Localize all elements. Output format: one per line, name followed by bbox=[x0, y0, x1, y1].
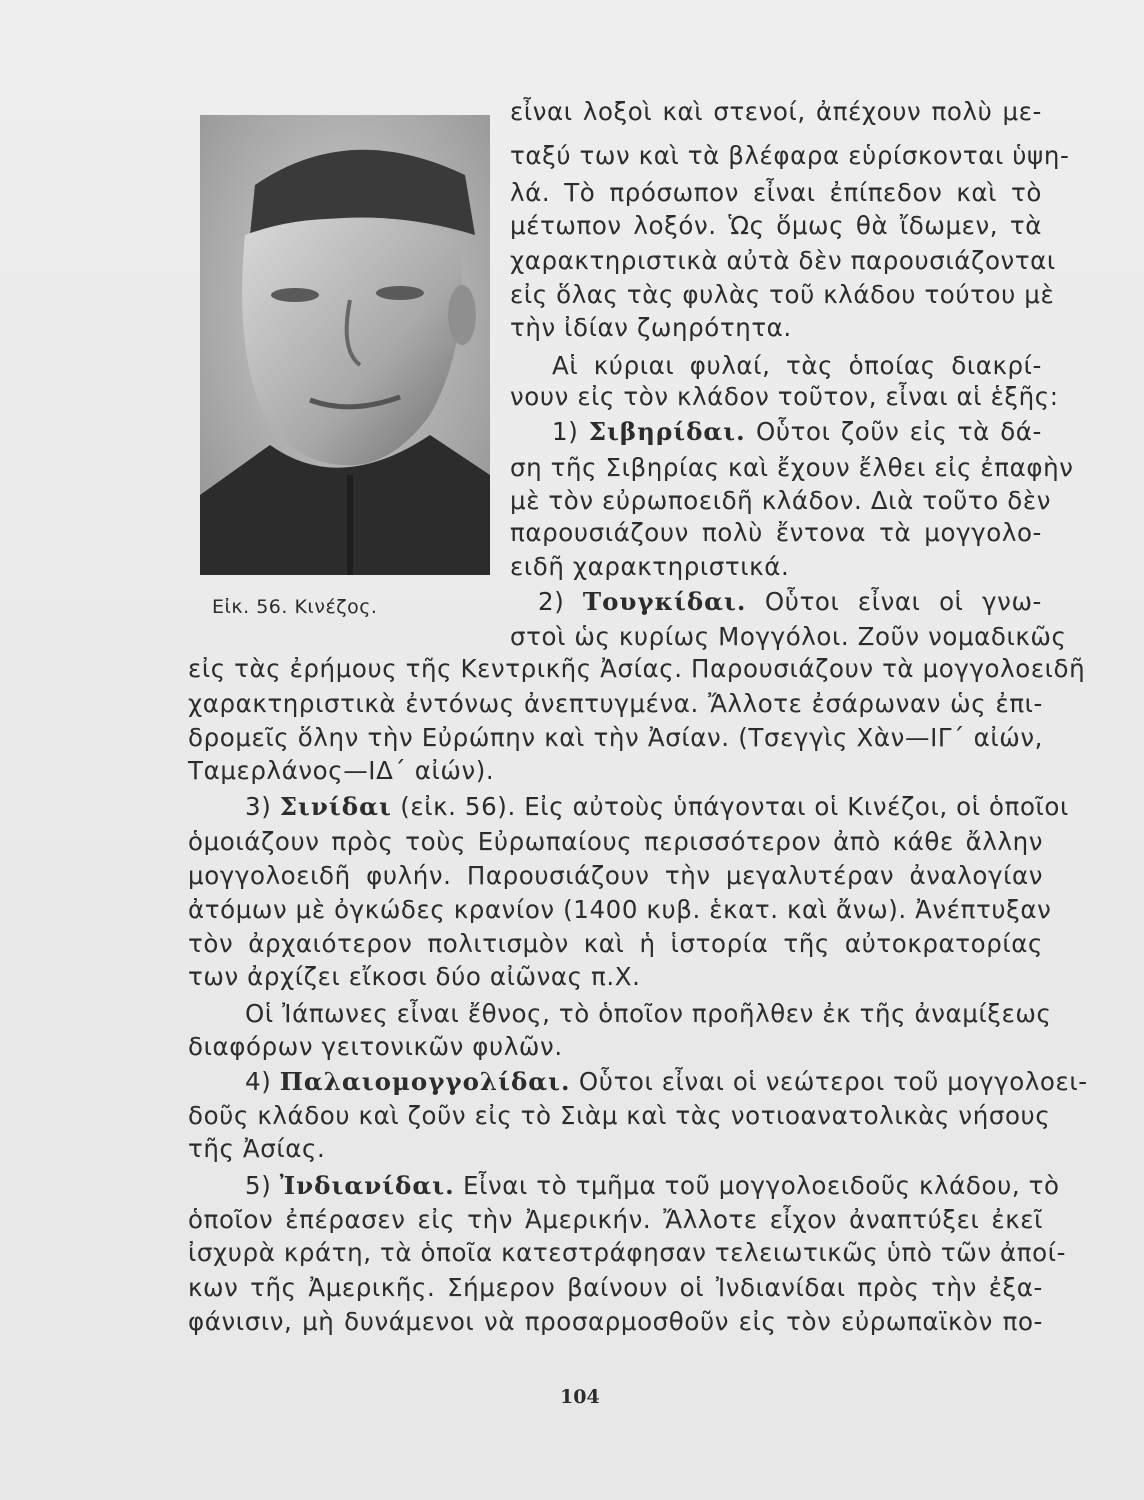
text-line: τῆς Ἀσίας. bbox=[188, 1134, 326, 1163]
list-item-title: Παλαιομογγολίδαι. bbox=[279, 1067, 571, 1096]
list-item-title: Σιβηρίδαι. bbox=[588, 417, 746, 446]
text-line: ἰσχυρὰ κράτη, τὰ ὁποῖα κατεστράφησαν τελειωτικῶς ὑπὸ τῶν ἀποί- bbox=[188, 1238, 1067, 1267]
text-line: των ἀρχίζει εἴκοσι δύο αἰῶνας π.Χ. bbox=[188, 962, 641, 991]
list-item-title: Τουγκίδαι. bbox=[582, 587, 747, 616]
text-line: νουν εἰς τὸν κλάδον τοῦτον, εἶναι αἱ ἑξῆς: bbox=[510, 382, 1059, 411]
figure-caption: Εἰκ. 56. Κινέζος. bbox=[212, 596, 378, 618]
text-line: λά. Τὸ πρόσωπον εἶναι ἐπίπεδον καὶ τὸ bbox=[510, 178, 1042, 207]
text-line: ὁμοιάζουν πρὸς τοὺς Εὐρωπαίους περισσότερον ἀπὸ κάθε ἄλλην bbox=[188, 827, 1043, 856]
text-line: στοὶ ὡς κυρίως Μογγόλοι. Ζοῦν νομαδικῶς bbox=[510, 622, 1067, 651]
text-line: ἀτόμων μὲ ὀγκώδες κρανίον (1400 κυβ. ἑκατ. καὶ ἄνω). Ἀνέπτυξαν bbox=[188, 895, 1052, 924]
text-line: ση τῆς Σιβηρίας καὶ ἔχουν ἔλθει εἰς ἐπαφὴν bbox=[510, 453, 1074, 482]
text-line: ειδῆ χαρακτηριστικά. bbox=[510, 552, 790, 581]
text-line: ταξύ των καὶ τὰ βλέφαρα εὑρίσκονται ὑψη- bbox=[510, 141, 1070, 170]
text-line: τὴν ἰδίαν ζωηρότητα. bbox=[510, 313, 792, 342]
text-line: εἰς τὰς ἐρήμους τῆς Κεντρικῆς Ἀσίας. Παρουσιάζουν τὰ μογγολοειδῆ bbox=[188, 654, 1086, 683]
list-item-3: 3) Σινίδαι (εἰκ. 56). Εἰς αὐτοὺς ὑπάγονται οἱ Κινέζοι, οἱ ὁποῖοι bbox=[245, 792, 1069, 821]
text-line: μογγολοειδῆ φυλήν. Παρουσιάζουν τὴν μεγαλυτέραν ἀναλογίαν bbox=[188, 861, 1043, 890]
text-line: εἶναι λοξοὶ καὶ στενοί, ἀπέχουν πολὺ με- bbox=[510, 97, 1042, 126]
text-line: κων τῆς Ἀμερικῆς. Σήμερον βαίνουν οἱ Ἰνδιανίδαι πρὸς τὴν ἐξα- bbox=[188, 1273, 1043, 1302]
list-item-2: 2) Τουγκίδαι. Οὗτοι εἶναι οἱ γνω- bbox=[538, 587, 1043, 616]
list-item-title: Ἰνδιανίδαι. bbox=[279, 1171, 455, 1200]
text-line: Οἱ Ἰάπωνες εἶναι ἔθνος, τὸ ὁποῖον προῆλθεν ἐκ τῆς ἀναμίξεως bbox=[245, 999, 1052, 1028]
list-item-1: 1) Σιβηρίδαι. Οὗτοι ζοῦν εἰς τὰ δά- bbox=[552, 417, 1043, 446]
text-line: Ταμερλάνος—ΙΔ΄ αἰών). bbox=[188, 756, 495, 785]
text-line: τὸν ἀρχαιότερον πολιτισμὸν καὶ ἡ ἱστορία τῆς αὐτοκρατορίας bbox=[188, 929, 1043, 958]
text-line: μέτωπον λοξόν. Ὡς ὅμως θὰ ἴδωμεν, τὰ bbox=[510, 211, 1042, 240]
list-item-5: 5) Ἰνδιανίδαι. Εἶναι τὸ τμῆμα τοῦ μογγολοειδοῦς κλάδου, τὸ bbox=[245, 1171, 1060, 1200]
text-line: δοῦς κλάδου καὶ ζοῦν εἰς τὸ Σιὰμ καὶ τὰς νοτιοανατολικὰς νήσους bbox=[188, 1101, 1051, 1130]
text-line: χαρακτηριστικὰ αὐτὰ δὲν παρουσιάζονται bbox=[510, 246, 1056, 275]
text-line: παρουσιάζουν πολὺ ἔντονα τὰ μογγολο- bbox=[510, 518, 1042, 547]
list-item-title: Σινίδαι bbox=[279, 792, 392, 821]
text-line: χαρακτηριστικὰ ἐντόνως ἀνεπτυγμένα. Ἄλλοτε ἐσάρωναν ὡς ἐπι- bbox=[188, 689, 1043, 718]
text-line: Αἱ κύριαι φυλαί, τὰς ὁποίας διακρί- bbox=[552, 351, 1042, 380]
list-item-4: 4) Παλαιομογγολίδαι. Οὗτοι εἶναι οἱ νεώτεροι τοῦ μογγολοει- bbox=[245, 1067, 1088, 1096]
page-number: 104 bbox=[560, 1386, 600, 1408]
text-line: διαφόρων γειτονικῶν φυλῶν. bbox=[188, 1032, 563, 1061]
text-line: δρομεῖς ὅλην τὴν Εὐρώπην καὶ τὴν Ἀσίαν. (Τσεγγὶς Χὰν—ΙΓ΄ αἰών, bbox=[188, 723, 1043, 752]
text-line: φάνισιν, μὴ δυνάμενοι νὰ προσαρμοσθοῦν εἰς τὸν εὐρωπαϊκὸν πο- bbox=[188, 1307, 1043, 1336]
portrait-photo bbox=[200, 115, 490, 575]
text-line: εἰς ὅλας τὰς φυλὰς τοῦ κλάδου τούτου μὲ bbox=[510, 280, 1055, 309]
text-line: μὲ τὸν εὐρωποειδῆ κλάδον. Διὰ τοῦτο δὲν bbox=[510, 486, 1051, 515]
text-line: ὁποῖον ἐπέρασεν εἰς τὴν Ἀμερικήν. Ἄλλοτε εἶχον ἀναπτύξει ἐκεῖ bbox=[188, 1205, 1043, 1234]
portrait-image bbox=[200, 115, 490, 575]
